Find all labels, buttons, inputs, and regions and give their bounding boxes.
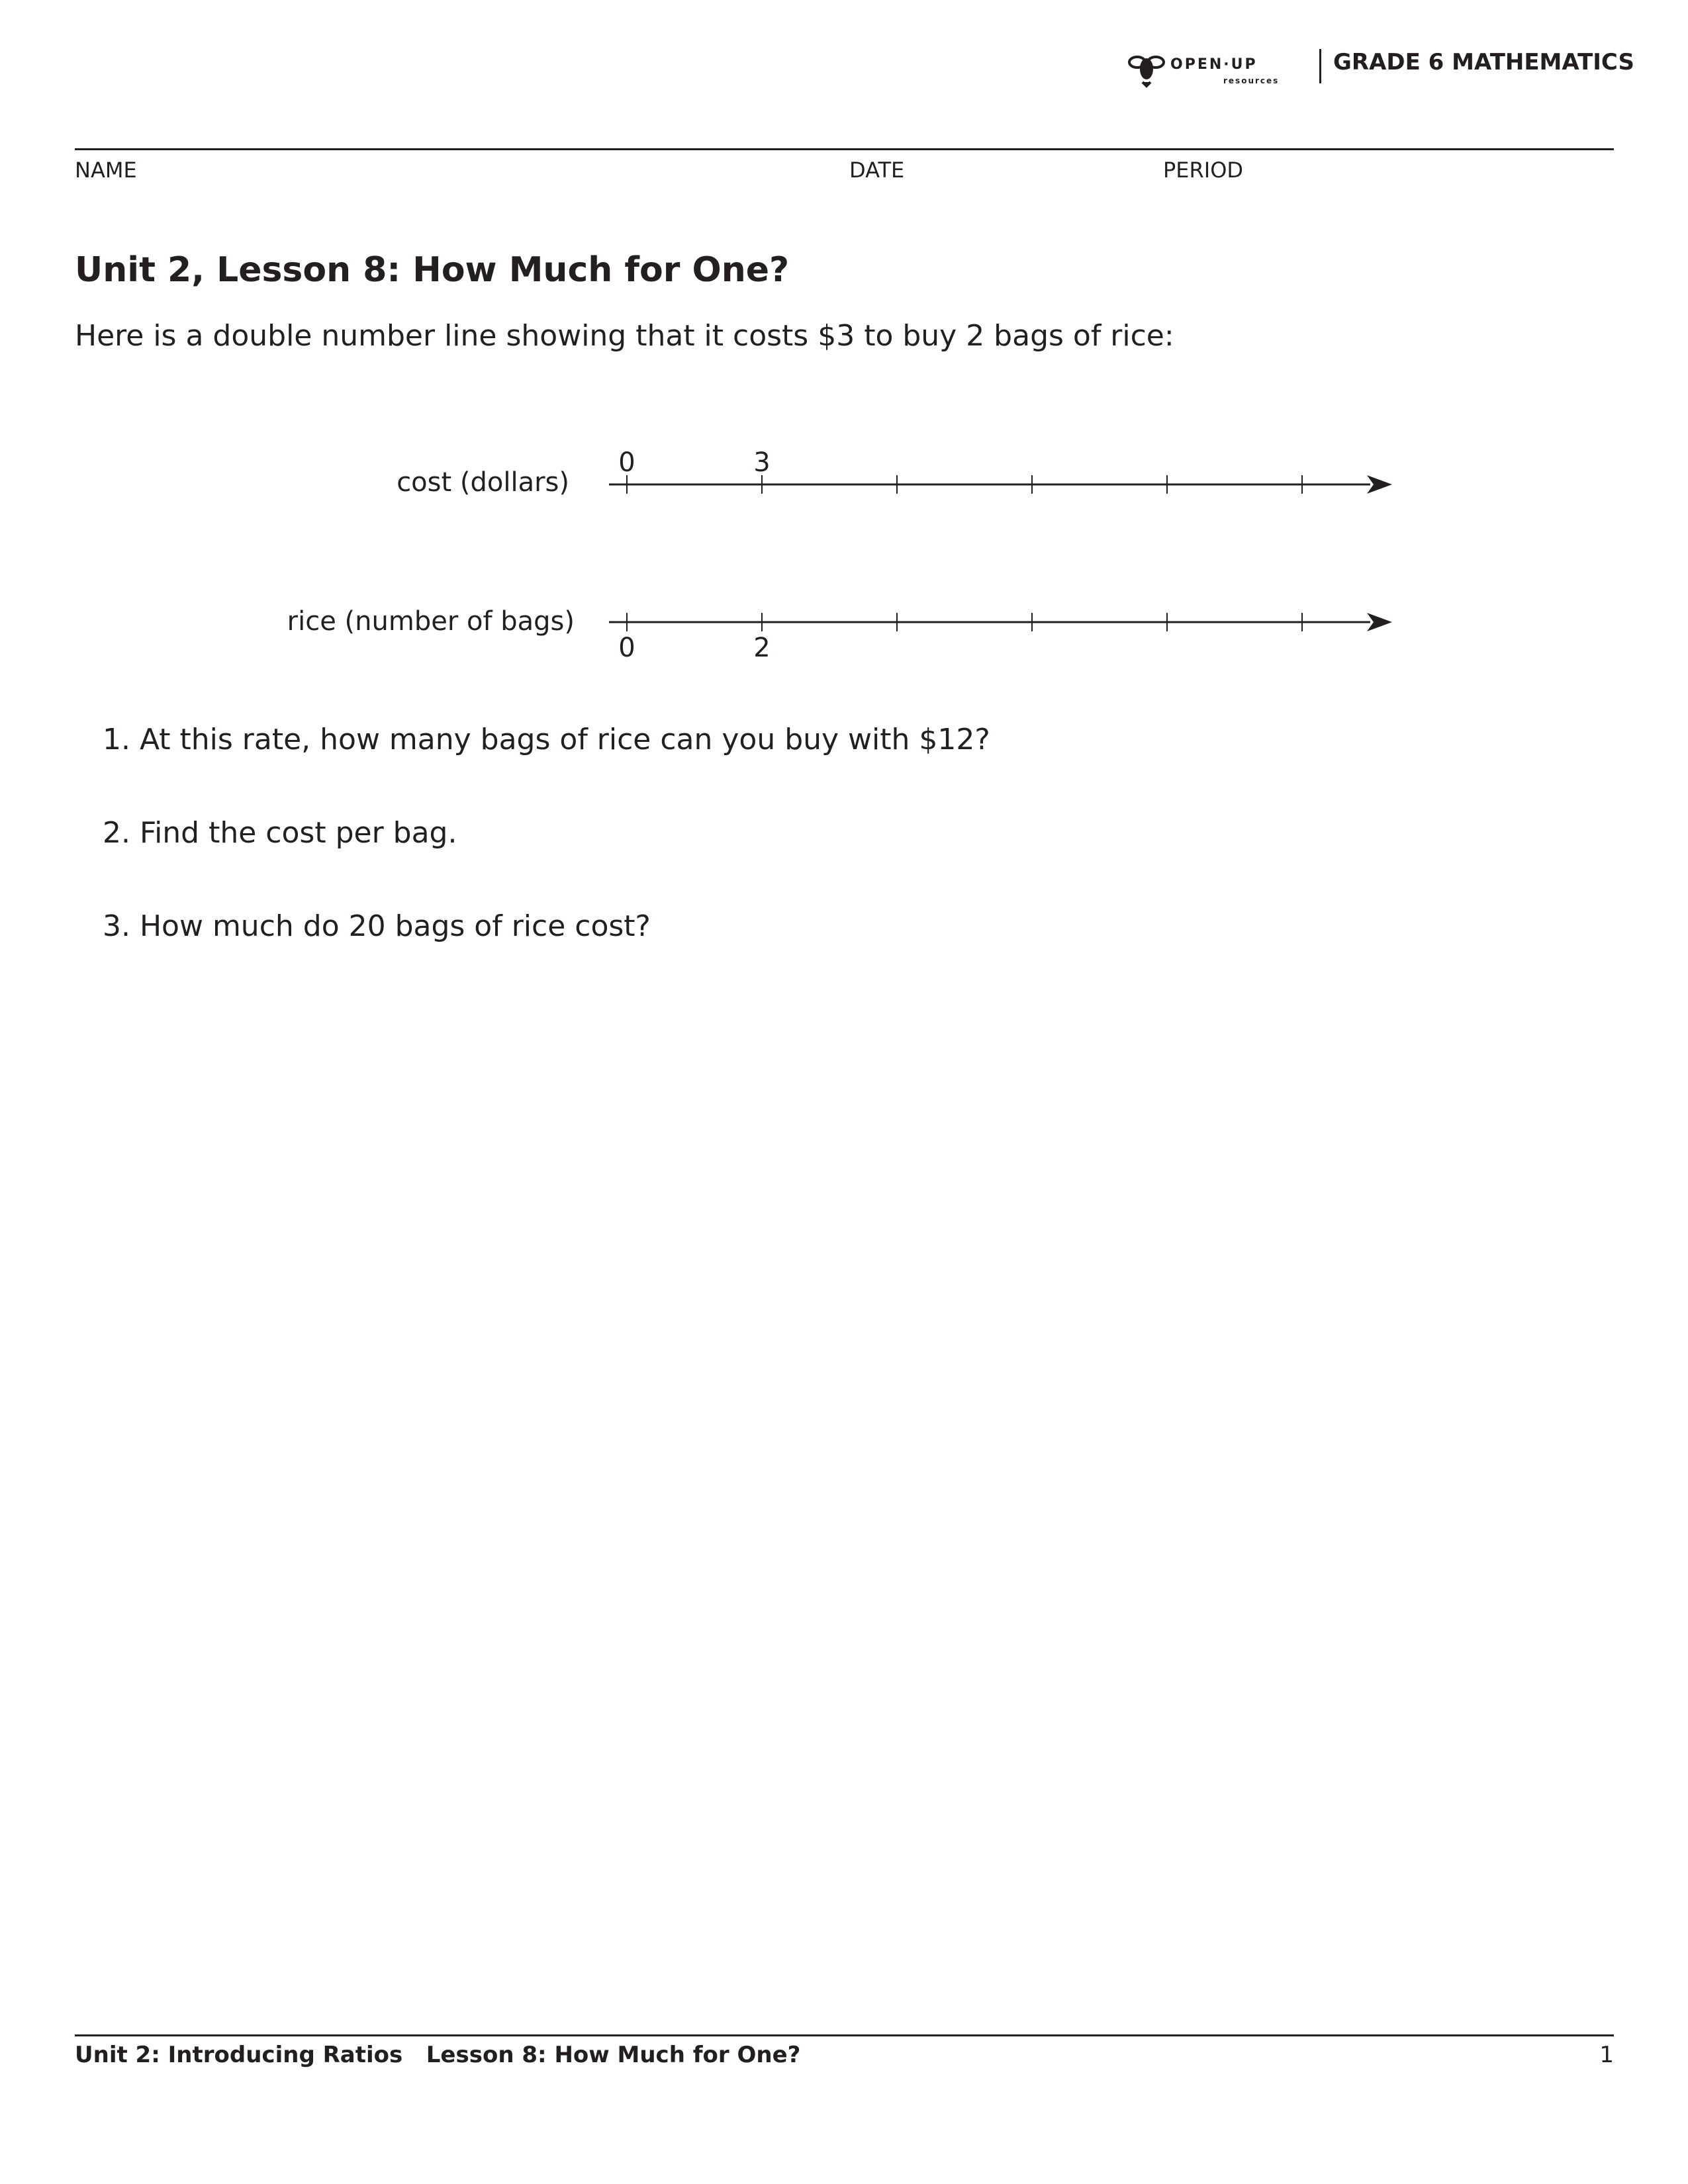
period-field-label: PERIOD	[1163, 158, 1244, 183]
logo-wordmark: OPEN·UP	[1170, 56, 1258, 73]
footer-title	[75, 2040, 800, 2070]
intro-text: Here is a double number line showing that it costs $3 to buy 2 bags of rice:	[75, 319, 1174, 353]
bee-icon	[1129, 57, 1164, 86]
question-2: 2. Find the cost per bag.	[103, 816, 457, 850]
rice-line-arrow-icon	[1367, 613, 1392, 631]
logo-subtext: resources	[1223, 76, 1280, 85]
footer-unit: Unit 2: Introducing Ratios	[75, 2042, 403, 2068]
double-number-line	[0, 424, 1688, 675]
rice-axis-label: rice (number of bags)	[287, 606, 575, 637]
page-number: 1	[1599, 2042, 1614, 2068]
rice-tick-label: 2	[753, 633, 771, 663]
header-rule	[75, 148, 1614, 150]
cost-tick-label: 0	[618, 447, 635, 478]
footer-lesson: Lesson 8: How Much for One?	[426, 2042, 801, 2068]
question-3: 3. How much do 20 bags of rice cost?	[103, 909, 651, 943]
rice-tick-label: 0	[618, 633, 635, 663]
open-up-resources-logo	[1125, 49, 1291, 89]
question-1: 1. At this rate, how many bags of rice can you buy with $12?	[103, 723, 990, 756]
grade-label: GRADE 6 MATHEMATICS	[1333, 49, 1634, 75]
cost-line-arrow-icon	[1367, 475, 1392, 494]
header-divider	[1319, 49, 1321, 83]
cost-axis-label: cost (dollars)	[397, 467, 569, 498]
footer-rule	[75, 2034, 1614, 2036]
date-field-label: DATE	[849, 158, 905, 183]
lesson-title: Unit 2, Lesson 8: How Much for One?	[75, 250, 790, 290]
name-field-label: NAME	[75, 158, 137, 183]
cost-tick-label: 3	[753, 447, 771, 478]
question-list	[103, 720, 990, 1000]
